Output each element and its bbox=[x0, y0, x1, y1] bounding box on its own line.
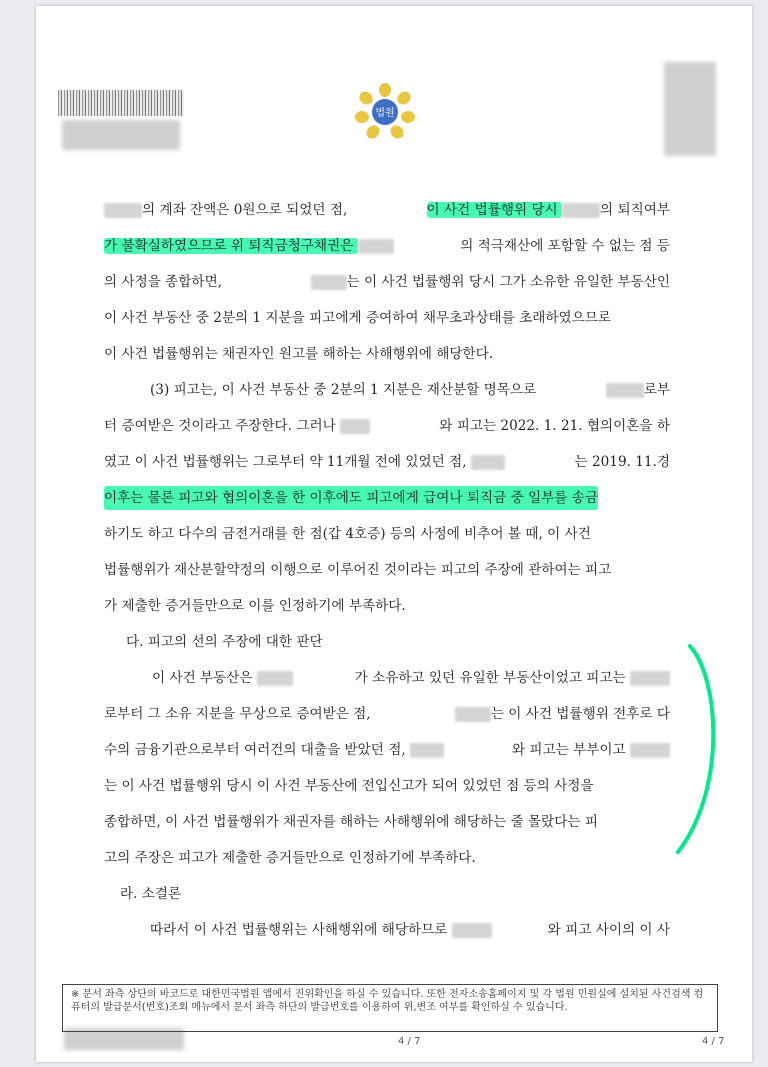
verification-notice: ※ 문서 좌측 상단의 바코드로 대한민국법원 앱에서 진위확인을 하실 수 있습니다. 또한 전자소송홈페이지 및 각 법원 민원실에 설치된 사건검색 컴퓨터의 발급문서(번호)조회 메뉴에서 문서 좌측 하단의 발급번호를 이용하여 위,변조 여부를 확인하실 수 있습니다. bbox=[62, 984, 718, 1032]
barcode bbox=[58, 90, 184, 116]
redacted-qr-code bbox=[664, 62, 716, 156]
text-line-16: 는 이 사건 법률행위 당시 이 사건 부동산에 전입신고가 되어 있었던 점 등의 사정을 bbox=[104, 778, 594, 794]
text-line-14: 로부터 그 소유 지분을 무상으로 증여받은 점, 는 이 사건 법률행위 전후로 다 bbox=[104, 706, 670, 722]
text-line-18: 고의 주장은 피고가 제출한 증거들만으로 인정하기에 부족하다. bbox=[104, 850, 476, 866]
section-heading-da: 다. 피고의 선의 주장에 대한 판단 bbox=[126, 634, 323, 650]
text-line-17: 종합하면, 이 사건 법률행위가 채권자를 해하는 사해행위에 해당하는 줄 몰랐다는 피 bbox=[104, 814, 599, 830]
text-line-15: 수의 금융기관으로부터 여러건의 대출을 받았던 점, 와 피고는 부부이고 bbox=[104, 738, 670, 762]
text-line-10: 하기도 하고 다수의 금전거래를 한 점(갑 4호증) 등의 사정에 비추어 볼 때, 이 사건 bbox=[104, 526, 591, 542]
page-number: 4 / 7 bbox=[398, 1036, 421, 1047]
redacted-issue-info bbox=[62, 120, 180, 150]
text-line-8: 였고 이 사건 법률행위는 그로부터 약 11개월 전에 있었던 점, 는 2019. 11.경 bbox=[104, 454, 670, 470]
text-line-3: 의 사정을 종합하면, 는 이 사건 법률행위 당시 그가 소유한 유일한 부동산인 bbox=[104, 274, 670, 290]
text-line-4: 이 사건 부동산 중 2분의 1 지분을 피고에게 증여하여 채무초과상태를 초래하였으므로 bbox=[104, 310, 611, 326]
emblem-label: 법원 bbox=[375, 108, 395, 119]
text-line-13: 이 사건 부동산은 가 소유하고 있던 유일한 부동산이었고 피고는 bbox=[152, 666, 670, 690]
highlight-bracket-mark bbox=[668, 640, 718, 860]
text-line-7: 터 증여받은 것이라고 주장한다. 그러나 와 피고는 2022. 1. 21. 협의이혼을 하 bbox=[104, 418, 670, 434]
text-line-1: 의 계좌 잔액은 0원으로 되었던 점, 이 사건 법률행위 당시 의 퇴직여부 bbox=[104, 198, 670, 222]
text-line-11: 법률행위가 재산분할약정의 이행으로 이루어진 것이라는 피고의 주장에 관하여는 피고 bbox=[104, 562, 612, 578]
text-line-5: 이 사건 법률행위는 채권자인 원고를 해하는 사해행위에 해당한다. bbox=[104, 346, 494, 362]
viewer-page-indicator: 4 / 7 bbox=[702, 1036, 725, 1047]
text-line-12: 가 제출한 증거들만으로 이를 인정하기에 부족하다. bbox=[104, 598, 406, 614]
text-line-6: (3) 피고는, 이 사건 부동산 중 2분의 1 지분은 재산분할 명목으로 로부 bbox=[150, 382, 670, 398]
text-line-19: 따라서 이 사건 법률행위는 사해행위에 해당하므로 와 피고 사이의 이 사 bbox=[150, 922, 670, 938]
court-emblem-icon bbox=[352, 82, 418, 140]
section-heading-ra: 라. 소결론 bbox=[120, 886, 182, 902]
text-line-2: 가 불확실하였으므로 위 퇴직금청구채권은 의 적극재산에 포함할 수 없는 점 등 bbox=[104, 238, 670, 254]
text-line-9: 이후는 물론 피고와 협의이혼을 한 이후에도 피고에게 급여나 퇴직금 중 일부를 송금 bbox=[104, 486, 670, 510]
